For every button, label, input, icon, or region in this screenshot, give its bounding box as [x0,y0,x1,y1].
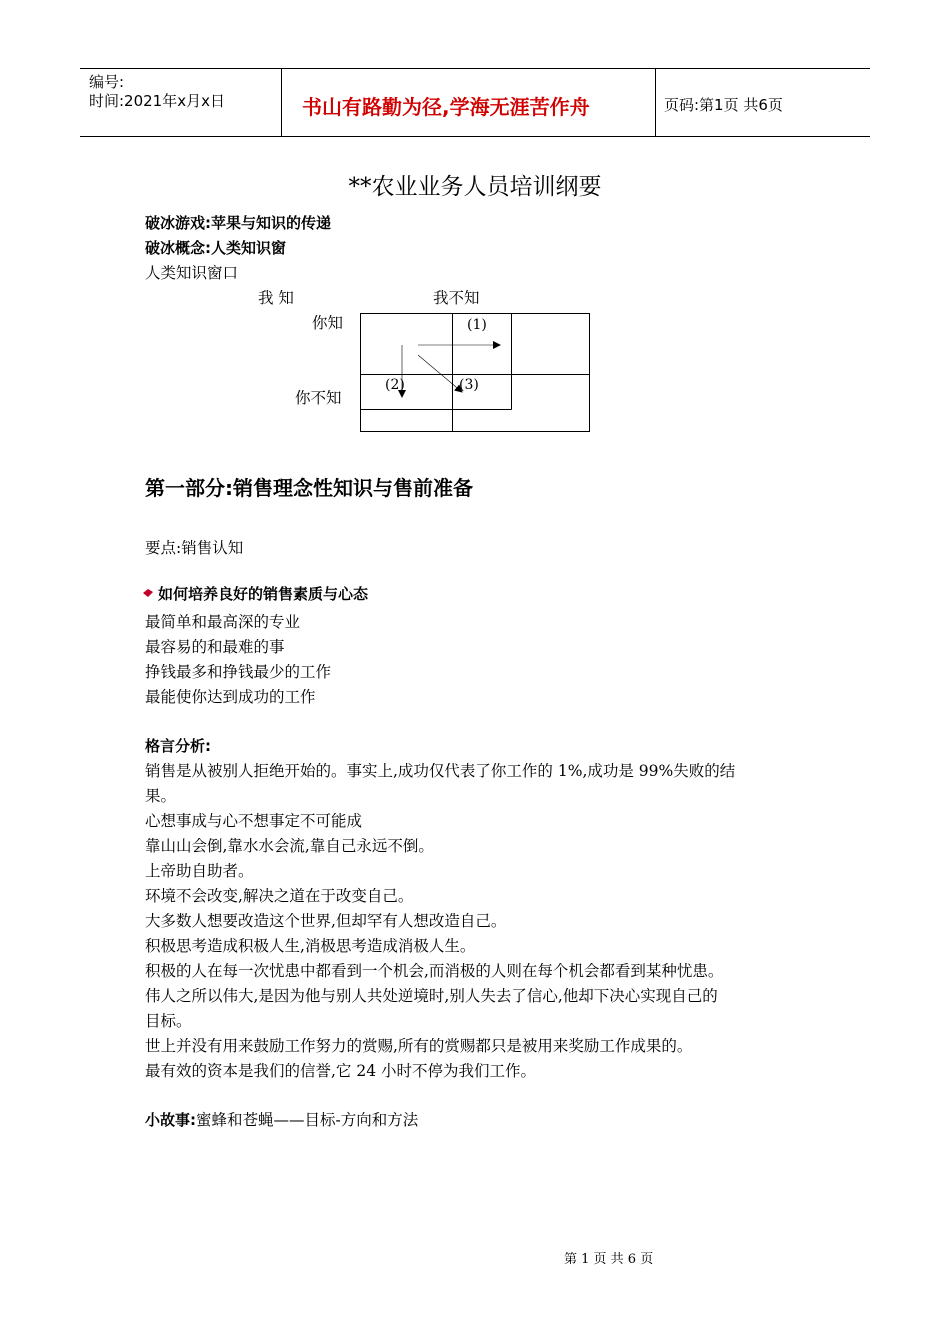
arrow-3 [418,355,462,392]
col-label-unknown-by-me: 我不知 [433,289,480,307]
header-motto: 书山有路勤为径,学海无涯苦作舟 [302,95,590,119]
marker-2: (2) [385,377,405,393]
story-text: 蜜蜂和苍蝇——目标-方向和方法 [196,1111,419,1129]
story-label: 小故事: [145,1111,196,1129]
header-page-info: 页码:第1页 共6页 [664,96,783,114]
maxim-line: 心想事成与心不想事定不可能成 [145,812,363,830]
story-line [145,1108,418,1130]
row-label-unknown-by-you: 你不知 [295,389,342,407]
maxim-line: 世上并没有用来鼓励工作努力的赏赐,所有的赏赐都只是被用来奖励工作成果的。 [145,1037,693,1055]
section-title-part-one: 第一部分:销售理念性知识与售前准备 [145,476,473,500]
maxim-line: 上帝助自助者。 [145,862,254,880]
document-title: **农业业务人员培训纲要 [348,174,602,200]
icebreak-concept: 破冰概念:人类知识窗 [145,239,286,257]
header-time-label: 时间:2021年x月x日 [89,92,225,110]
maxim-line: 积极的人在每一次忧患中都看到一个机会,而消极的人则在每个机会都看到某种忧患。 [145,962,724,980]
maxims-heading: 格言分析: [145,737,211,755]
maxim-line: 靠山山会倒,靠水水会流,靠自己永远不倒。 [145,837,434,855]
list-item: 挣钱最多和挣钱最少的工作 [145,663,332,681]
row-label-known-by-you: 你知 [312,314,344,332]
maxim-line: 果。 [145,787,177,805]
page-footer: 第 1 页 共 6 页 [564,1252,654,1267]
maxim-line: 销售是从被别人拒绝开始的。事实上,成功仅代表了你工作的 1%,成功是 99%失败的结 [145,762,736,780]
diamond-bullet-icon [142,588,154,598]
maxim-line: 大多数人想要改造这个世界,但却罕有人想改造自己。 [145,912,507,930]
key-point: 要点:销售认知 [145,539,244,557]
maxim-line: 环境不会改变,解决之道在于改变自己。 [145,887,414,905]
marker-1: (1) [467,317,487,333]
header-number-label: 编号: [89,73,125,91]
bullet-heading: 如何培养良好的销售素质与心态 [158,585,369,603]
icebreak-game: 破冰游戏:苹果与知识的传递 [145,214,331,232]
maxim-line: 伟人之所以伟大,是因为他与别人共处逆境时,别人失去了信心,他却下决心实现自己的 [145,987,718,1005]
list-item: 最容易的和最难的事 [145,638,285,656]
list-item: 最能使你达到成功的工作 [145,688,316,706]
list-item: 最简单和最高深的专业 [145,613,301,631]
window-caption: 人类知识窗口 [145,264,239,282]
maxim-line: 积极思考造成积极人生,消极思考造成消极人生。 [145,937,476,955]
marker-3: (3) [459,377,479,393]
col-label-known-by-me: 我 知 [258,289,294,307]
maxim-line: 目标。 [145,1012,192,1030]
window-arrows [402,345,500,397]
maxim-line: 最有效的资本是我们的信誉,它 24 小时不停为我们工作。 [145,1062,537,1080]
